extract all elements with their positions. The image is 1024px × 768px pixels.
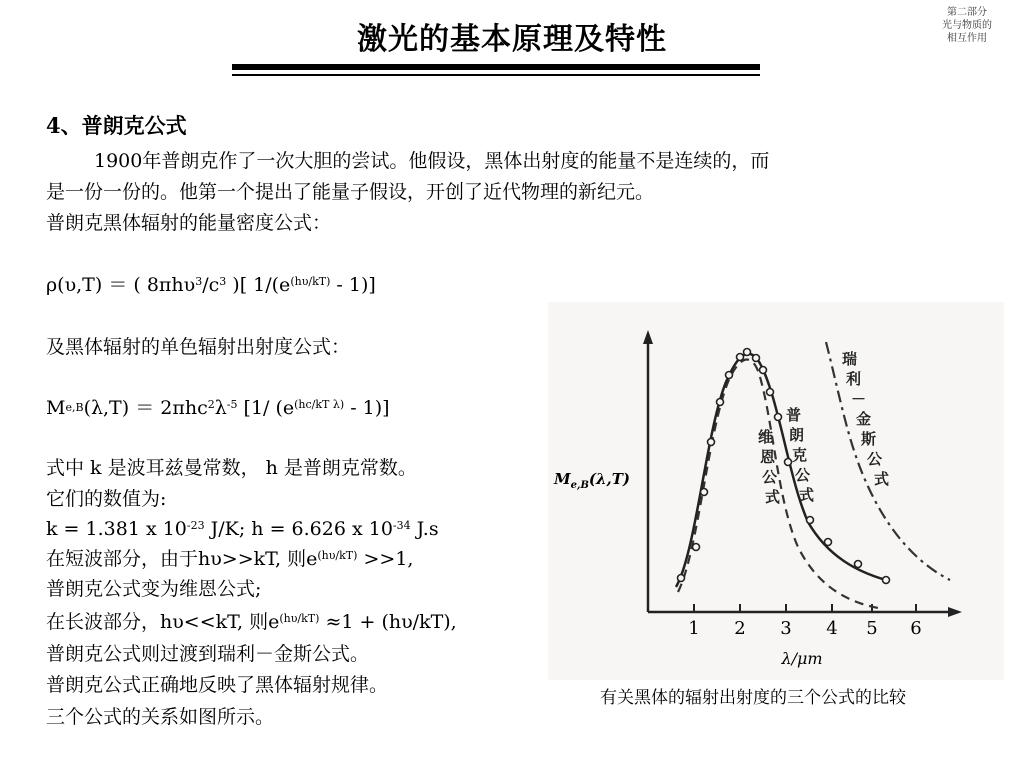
x-tick-label-6: 6 — [910, 618, 922, 639]
wien-label-char: 公 — [762, 468, 778, 486]
planck-marker — [701, 489, 708, 496]
planck-marker — [807, 517, 814, 524]
short-wave-end: >>1, — [357, 548, 414, 570]
x-tick-label-2: 2 — [734, 618, 746, 639]
constants-line-2: 它们的数值为: — [46, 488, 167, 510]
planck-label-char: 普 — [786, 406, 802, 424]
figure-caption: 有关黑体的辐射出射度的三个公式的比较 — [600, 688, 906, 708]
short-wave-text: 在短波部分，由于hυ>>kT, 则e — [46, 548, 318, 570]
planck-marker — [753, 355, 760, 362]
k-exp: -23 — [186, 519, 205, 532]
short-wave-line — [46, 547, 413, 571]
formula2-eq: ＝ — [135, 397, 155, 419]
planck-marker — [726, 372, 733, 379]
y-axis-label-M: M — [554, 470, 571, 488]
planck-marker — [708, 439, 715, 446]
planck-marker — [693, 544, 700, 551]
x-axis-label: λ/μm — [781, 649, 823, 668]
x-tick-label-3: 3 — [780, 618, 792, 639]
planck-marker — [883, 577, 890, 584]
formula2-exp: (hc/kT λ) — [294, 398, 345, 411]
section-heading: 4、普朗克公式 — [46, 113, 187, 138]
planck-marker — [785, 459, 792, 466]
paragraph-line-2: 是一份一份的。他第一个提出了能量子假设，开创了近代物理的新纪元。 — [46, 181, 655, 203]
long-wave-line — [46, 610, 457, 634]
formula2-end: - 1)] — [344, 397, 390, 419]
x-tick-label-1: 1 — [688, 618, 700, 639]
corner-line-1: 第二部分 — [947, 7, 987, 18]
rj-label-char: － — [851, 390, 867, 408]
rj-label-char: 瑞 — [842, 350, 858, 368]
short-wave-exp: (hυ/kT) — [317, 549, 358, 562]
planck-marker — [825, 539, 832, 546]
comparison-figure — [548, 302, 1004, 680]
rj-label-char: 金 — [856, 410, 872, 428]
corner-line-2: 光与物质的 — [942, 20, 992, 31]
constants-line-1: 式中 k 是波耳兹曼常数， h 是普朗克常数。 — [46, 457, 417, 479]
formula2-exp2: 2 — [207, 398, 215, 411]
rj-label-char: 利 — [846, 370, 862, 388]
planck-marker — [767, 389, 774, 396]
constants-values — [46, 517, 439, 541]
relation-line: 三个公式的关系如图所示。 — [46, 706, 275, 728]
planck-marker — [775, 414, 782, 421]
wien-label-char: 恩 — [760, 448, 776, 466]
paragraph-line-1: 1900年普朗克作了一次大胆的尝试。他假设，黑体出射度的能量不是连续的，而 — [94, 150, 770, 172]
formula1-exp3: 3 — [195, 275, 203, 288]
y-axis-label-sub: e,B — [570, 480, 589, 491]
rayleigh-jeans-line: 普朗克公式则过渡到瑞利－金斯公式。 — [46, 643, 370, 665]
planck-marker — [760, 367, 767, 374]
title-underline-thick — [232, 64, 760, 70]
planck-label-char: 公 — [795, 466, 811, 484]
corner-line-3: 相互作用 — [947, 33, 987, 44]
planck-density-formula — [46, 273, 376, 297]
x-tick-label-4: 4 — [826, 618, 838, 639]
formula2-expm5: -5 — [226, 398, 238, 411]
planck-label-char: 克 — [792, 446, 808, 464]
formula1-tail: )[ 1/(e — [226, 274, 291, 296]
x-tick-label-5: 5 — [866, 618, 878, 639]
formula2-body: 2πhc — [160, 397, 208, 419]
planck-marker — [744, 349, 751, 356]
k-text: k = 1.381 x 10 — [46, 518, 187, 540]
rj-label-char: 公 — [867, 450, 883, 468]
h-unit: J.s — [410, 518, 439, 540]
planck-label-char: 式 — [799, 486, 815, 504]
correctness-line: 普朗克公式正确地反映了黑体辐射规律。 — [46, 674, 389, 696]
title-underline-thin — [232, 74, 760, 76]
formula1-mid: /c — [202, 274, 220, 296]
planck-marker — [678, 575, 685, 582]
density-formula-label: 普朗克黑体辐射的能量密度公式： — [46, 212, 332, 234]
long-wave-text: 在长波部分，hυ<<kT, 则e — [46, 611, 280, 633]
formula2-sub: e,B — [65, 401, 84, 414]
planck-marker — [737, 354, 744, 361]
y-axis-label-args: (λ,T) — [588, 470, 631, 488]
formula1-eq: ＝ — [108, 274, 128, 296]
formula1-exp3b: 3 — [219, 275, 227, 288]
y-axis-label — [553, 470, 630, 491]
wien-label-char: 式 — [765, 488, 781, 506]
formula2-args: (λ,T) — [83, 397, 130, 419]
monochromatic-formula-label: 及黑体辐射的单色辐射出射度公式： — [46, 336, 351, 358]
rj-label-char: 斯 — [861, 430, 877, 448]
short-wave-conclusion: 普朗克公式变为维恩公式; — [46, 578, 262, 600]
long-wave-end: ≈1 + (hυ/kT), — [319, 611, 457, 633]
formula2-M: M — [46, 397, 66, 419]
planck-exitance-formula — [46, 396, 390, 420]
slide-title: 激光的基本原理及特性 — [357, 22, 667, 57]
formula1-body: ( 8πhυ — [133, 274, 196, 296]
planck-marker — [717, 399, 724, 406]
long-wave-exp: (hυ/kT) — [279, 612, 320, 625]
corner-section-label — [932, 6, 1002, 45]
formula2-tail: [1/ (e — [237, 397, 295, 419]
planck-label-char: 朗 — [789, 426, 805, 444]
rj-label-char: 式 — [874, 470, 890, 488]
h-exp: -34 — [392, 519, 411, 532]
wien-label-char: 维 — [758, 428, 774, 446]
formula2-lam: λ — [214, 397, 227, 419]
figure-svg — [548, 302, 1004, 680]
formula1-exp: (hυ/kT) — [290, 275, 331, 288]
planck-marker — [855, 561, 862, 568]
formula1-end: - 1)] — [330, 274, 376, 296]
k-unit: J/K; h = 6.626 x 10 — [204, 518, 393, 540]
formula1-lhs: ρ(υ,T) — [46, 274, 103, 296]
